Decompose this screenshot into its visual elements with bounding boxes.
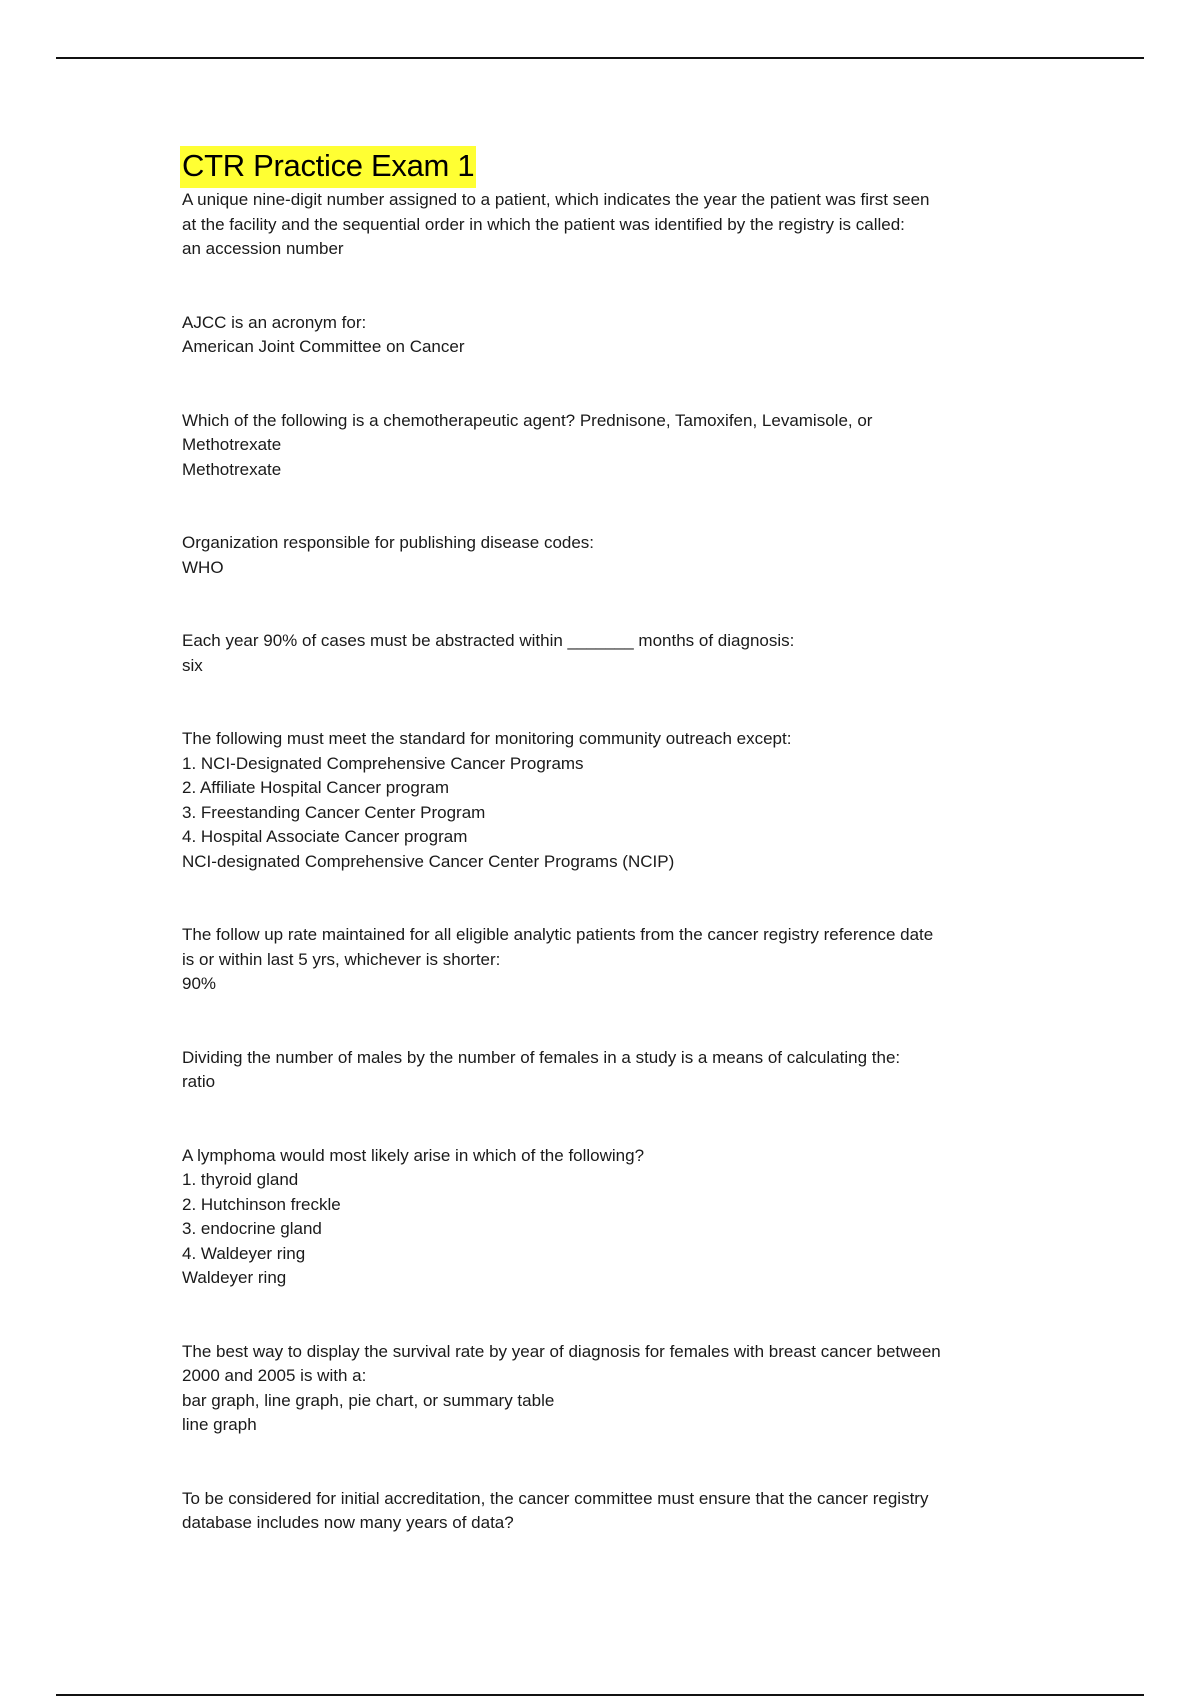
qa-item — [182, 629, 1032, 678]
qa-item — [182, 1046, 1032, 1095]
answer-text: 90% — [182, 974, 217, 993]
answer-text: an accession number — [182, 239, 344, 258]
question-text: Each year 90% of cases must be abstracted within _______ months of diagnosis: — [182, 631, 795, 650]
qa-item — [182, 188, 1032, 262]
question-text: The following must meet the standard for monitoring community outreach except: 1. NCI-Designated Comprehensive Cancer Programs 2. Affiliate Hospital Cancer program 3. Freestanding Cancer Center Program 4. Hospital Associate Cancer program — [182, 729, 792, 846]
question-text: Organization responsible for publishing disease codes: — [182, 533, 595, 552]
answer-text: American Joint Committee on Cancer — [182, 337, 465, 356]
answer-text: line graph — [182, 1415, 257, 1434]
qa-item — [182, 531, 1032, 580]
title-block — [180, 146, 1032, 188]
question-text: The follow up rate maintained for all eligible analytic patients from the cancer registry reference date is or within last 5 yrs, whichever is shorter: — [182, 925, 934, 969]
answer-text: WHO — [182, 557, 224, 577]
page-title: CTR Practice Exam 1 — [180, 146, 476, 188]
question-text: Dividing the number of males by the number of females in a study is a means of calculating the: — [182, 1047, 901, 1067]
document-body — [182, 146, 1032, 1536]
question-text: The best way to display the survival rate by year of diagnosis for females with breast cancer between 2000 and 2005 is with a: bar graph, line graph, pie chart, or summary table — [182, 1341, 941, 1410]
qa-item — [182, 1340, 1032, 1438]
qa-item — [182, 311, 1032, 360]
qa-item — [182, 1144, 1032, 1291]
question-text: Which of the following is a chemotherapeutic agent? Prednisone, Tamoxifen, Levamisole, or Methotrexate — [182, 410, 873, 454]
question-text: A unique nine-digit number assigned to a patient, which indicates the year the patient was first seen at the facility and the sequential order in which the patient was identified by the registry is called: — [182, 190, 930, 234]
answer-text: six — [182, 655, 203, 675]
answer-text: ratio — [182, 1072, 216, 1091]
bottom-rule — [56, 1694, 1144, 1696]
question-text: To be considered for initial accreditation, the cancer committee must ensure that the cancer registry database includes now many years of data? — [182, 1488, 929, 1532]
qa-item — [182, 1487, 1032, 1536]
qa-item — [182, 409, 1032, 483]
qa-item — [182, 727, 1032, 874]
answer-text: Methotrexate — [182, 459, 282, 479]
question-text: A lymphoma would most likely arise in which of the following? 1. thyroid gland 2. Hutchinson freckle 3. endocrine gland 4. Waldeyer ring — [182, 1145, 645, 1263]
answer-text: NCI-designated Comprehensive Cancer Center Programs (NCIP) — [182, 851, 675, 871]
top-rule — [56, 57, 1144, 59]
qa-item — [182, 923, 1032, 997]
question-text: AJCC is an acronym for: — [182, 312, 367, 332]
answer-text: Waldeyer ring — [182, 1268, 287, 1287]
